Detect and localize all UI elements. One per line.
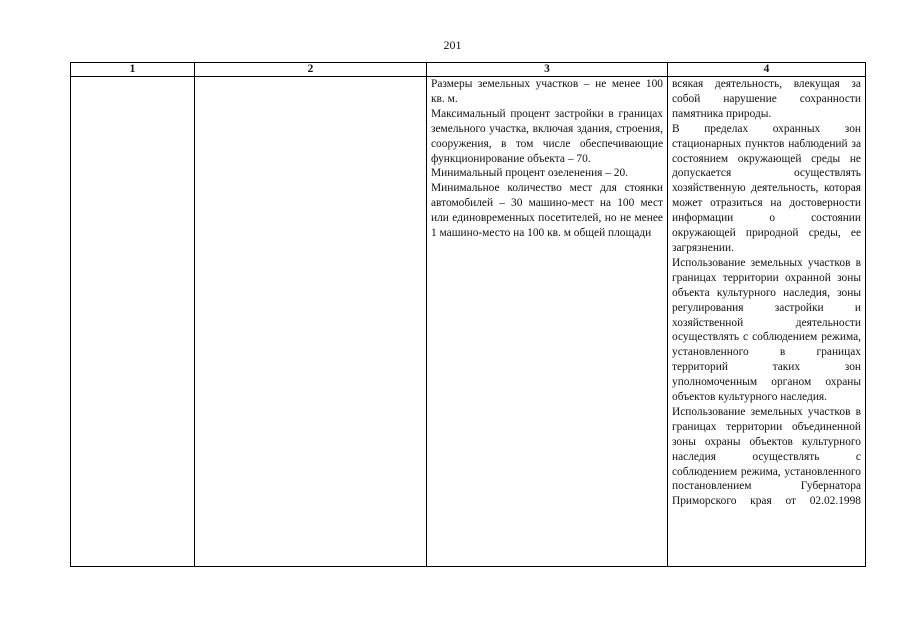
column-header-3: 3 [427, 63, 668, 77]
regulations-table [70, 62, 866, 567]
restriction-paragraph: Использование земельных участков в границах территории объединенной зоны охраны объектов культурного наследия осуществлять с соблюдением режима, установленного постановлением Губернатора Приморского края от 02.02.1998 [672, 405, 861, 508]
page-number: 201 [443, 38, 462, 52]
parameter-paragraph: Максимальный процент застройки в границах земельного участка, включая здания, строения, сооружения, в том числе обеспечивающие функционирование объекта – 70. [431, 107, 663, 165]
parameter-paragraph: Размеры земельных участков – не менее 100 кв. м. [431, 78, 663, 105]
column-header-2: 2 [195, 63, 427, 77]
column-header-4: 4 [668, 63, 866, 77]
restriction-paragraph: Использование земельных участков в границах территории охранной зоны объекта культурного наследия, зоны регулирования застройки и хозяйственной деятельности осуществлять с соблюдением режима, установленного в границах территорий таких зон уполномоченным органом охраны объектов культурного наследия. [672, 256, 861, 404]
column-header-1: 1 [71, 63, 195, 77]
restriction-paragraph: всякая деятельность, влекущая за собой нарушение сохранности памятника природы. [672, 78, 861, 120]
parameter-paragraph: Минимальное количество мест для стоянки автомобилей – 30 машино-мест на 100 мест или единовременных посетителей, но не менее 1 машино-место на 100 кв. м общей площади [431, 182, 663, 240]
cell-col3-parameters [427, 77, 668, 567]
table-header-row [71, 63, 866, 77]
cell-col1 [71, 77, 195, 567]
cell-col4-restrictions [668, 77, 866, 567]
restriction-paragraph: В пределах охранных зон стационарных пунктов наблюдений за состоянием окружающей среды не допускается осуществлять хозяйственную деятельность, которая может отразиться на достоверности информации о состоянии окружающей природной среды, ее загрязнении. [672, 122, 861, 254]
parameter-paragraph: Минимальный процент озеленения – 20. [431, 167, 629, 180]
cell-col2 [195, 77, 427, 567]
table-row [71, 77, 866, 567]
